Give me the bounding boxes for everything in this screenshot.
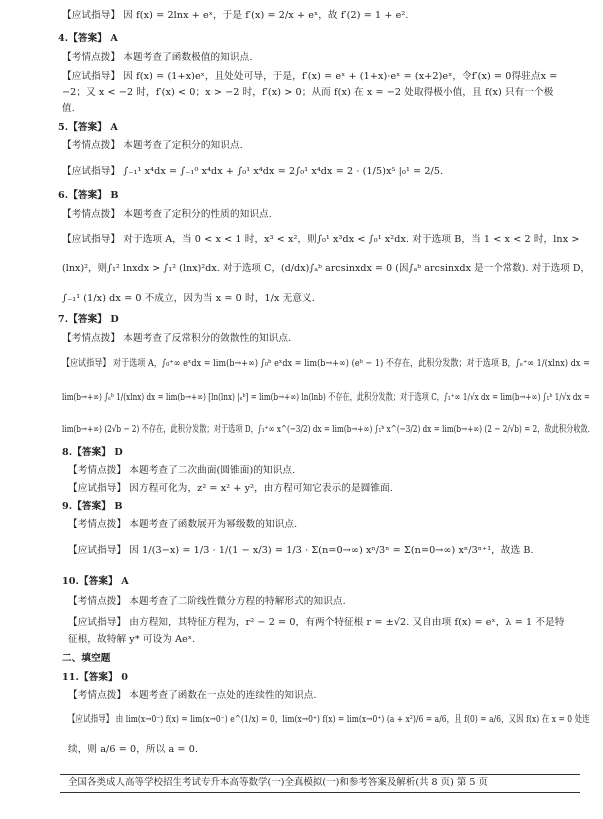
line: 【应试指导】 ∫₋₁¹ x⁴dx = ∫₋₁⁰ x⁴dx + ∫₀¹ x⁴dx = 2∫₀¹ x⁴dx = 2 · (1/5)x⁵ |₀¹ = 2/5.	[62, 166, 444, 177]
answer-heading: 5.【答案】 A	[58, 122, 118, 133]
line: 续，则 a/6 = 0，所以 a = 0.	[68, 744, 199, 755]
line: 【考情点拨】 本题考查了函数展开为幂级数的知识点.	[68, 519, 298, 530]
answer-heading: 10.【答案】 A	[62, 576, 129, 587]
line: 【应试指导】 因 f(x) = 2lnx + eˣ，于是 f′(x) = 2/x + eˣ，故 f′(2) = 1 + e².	[62, 10, 409, 21]
line: 【考情点拨】 本题考查了反常积分的敛散性的知识点.	[62, 333, 292, 344]
line: (lnx)²，则∫₁² lnxdx > ∫₁² (lnx)²dx. 对于选项 C，(d/dx)∫ₐᵇ arcsinxdx = 0 (因∫ₐᵇ arcsinxdx 是一个常数). 对于选项 D，	[62, 263, 591, 274]
line: 【考情点拨】 本题考查了定积分的知识点.	[62, 140, 243, 151]
line: 【应试指导】 因 f(x) = (1+x)eˣ，且处处可导，于是，f′(x) = eˣ + (1+x)·eˣ = (x+2)eˣ，令f′(x) = 0得驻点x =	[62, 71, 558, 82]
line: lim(b→+∞) (2√b − 2) 不存在，此积分发散；对于选项 D，∫₁⁺∞ x^(−3/2) dx = lim(b→+∞) ∫₁ᵇ x^(−3/2) dx = lim(b→+∞) (2 − 2/√b) = 2，故此积分收敛.	[62, 424, 591, 435]
line: 【应试指导】 由 lim(x→0⁻) f(x) = lim(x→0⁻) e^(1/x) = 0，lim(x→0⁺) f(x) = lim(x→0⁺) (a + x²)/6 = a/6，且 f(0) = a/6，又因 f(x) 在 x = 0 处连	[68, 714, 590, 725]
line: 【应试指导】 因 1/(3−x) = 1/3 · 1/(1 − x/3) = 1/3 · Σ(n=0→∞) xⁿ/3ⁿ = Σ(n=0→∞) xⁿ/3ⁿ⁺¹，故选 B.	[68, 545, 534, 556]
section-heading: 二、填空题	[62, 653, 111, 664]
line: lim(b→+∞) ∫ₑᵇ 1/(xlnx) dx = lim(b→+∞) [ln(lnx) |ₑᵇ] = lim(b→+∞) ln(lnb) 不存在，此积分发散；对于选项 C，∫₁⁺∞ 1/√x dx = lim(b→+∞) ∫₁ᵇ 1/√x dx =	[62, 392, 590, 403]
answer-heading: 11.【答案】 0	[62, 672, 128, 683]
line: 【考情点拨】 本题考查了二阶线性微分方程的特解形式的知识点.	[68, 596, 346, 607]
line: 征根，故特解 y* 可设为 Aeˣ.	[68, 634, 196, 645]
line: 【应试指导】 对于选项 A，∫₀⁺∞ eˣdx = lim(b→+∞) ∫₀ᵇ eˣdx = lim(b→+∞) (eᵇ − 1) 不存在，此积分发散；对于选项 B，∫ₑ⁺∞ 1/(xlnx) dx =	[62, 358, 590, 369]
answer-heading: 7.【答案】 D	[58, 314, 119, 325]
line: 【考情点拨】 本题考查了定积分的性质的知识点.	[62, 209, 272, 220]
line: 【应试指导】 对于选项 A，当 0 < x < 1 时，x³ < x²，则∫₀¹ x³dx < ∫₀¹ x²dx. 对于选项 B，当 1 < x < 2 时，lnx >	[62, 234, 580, 245]
line: 【应试指导】 因方程可化为，z² = x² + y²，由方程可知它表示的是圆锥面.	[68, 483, 393, 494]
answer-heading: 6.【答案】 B	[58, 190, 119, 201]
line: −2；又 x < −2 时，f′(x) < 0；x > −2 时，f′(x) > 0；从而 f(x) 在 x = −2 处取得极小值，且 f(x) 只有一个极	[62, 87, 554, 98]
line: 【应试指导】 由方程知，其特征方程为，r² − 2 = 0，有两个特征根 r = ±√2. 又自由项 f(x) = eˣ，λ = 1 不是特	[68, 617, 565, 628]
line: 【考情点拨】 本题考查了二次曲面(圆锥面)的知识点.	[68, 465, 296, 476]
answer-heading: 4.【答案】 A	[58, 33, 118, 44]
answer-heading: 8.【答案】 D	[62, 447, 123, 458]
page-footer: 全国各类成人高等学校招生考试专升本高等数学(一)全真模拟(一)和参考答案及解析(共 8 页) 第 5 页	[68, 777, 488, 788]
answer-heading: 9.【答案】 B	[62, 501, 123, 512]
line: 【考情点拨】 本题考查了函数在一点处的连续性的知识点.	[68, 690, 317, 701]
line: 【考情点拨】 本题考查了函数极值的知识点.	[62, 52, 253, 63]
line: 值.	[62, 103, 75, 114]
line: ∫₋₁¹ (1/x) dx = 0 不成立，因为当 x = 0 时，1/x 无意义.	[62, 293, 315, 304]
